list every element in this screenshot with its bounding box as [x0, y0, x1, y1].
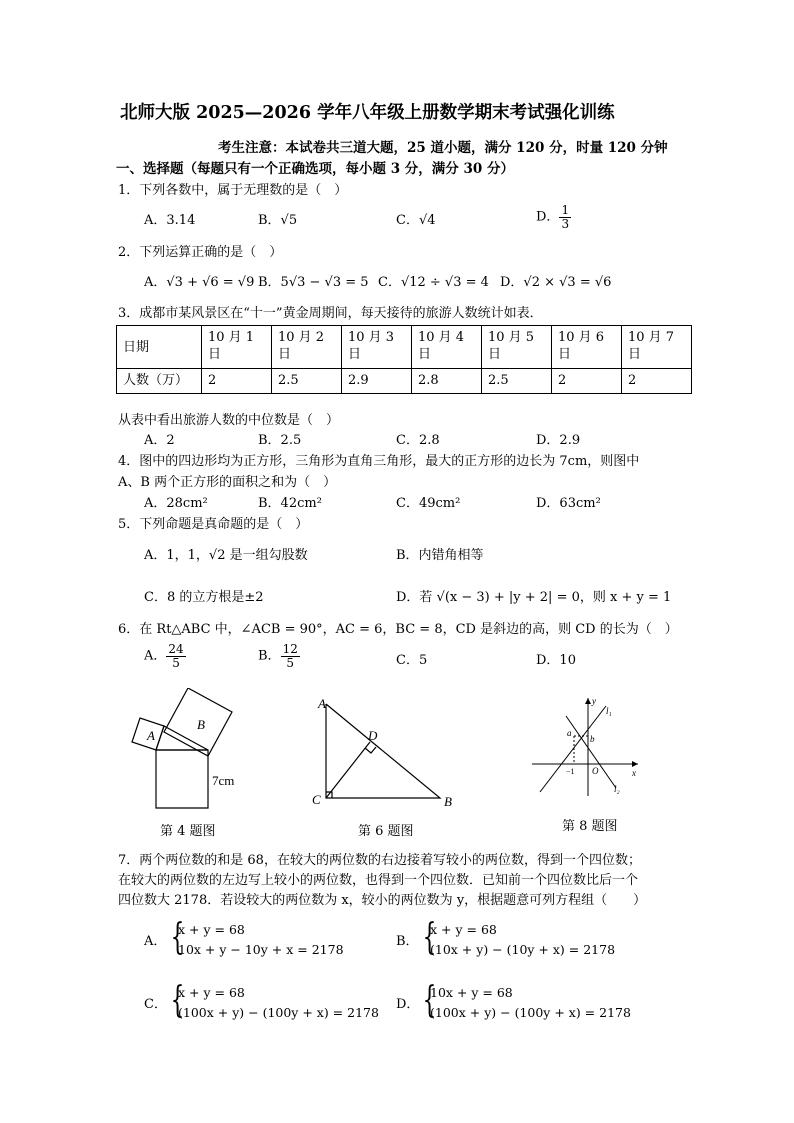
- figure-8-caption: 第 8 题图: [562, 819, 618, 834]
- right-angle-d: [365, 747, 376, 753]
- q7-option-c-brace: {: [170, 980, 185, 1021]
- q7-option-b-brace: {: [422, 917, 437, 958]
- tourist-table: [116, 325, 692, 394]
- figure-4: [124, 688, 254, 816]
- q2-stem: 2．下列运算正确的是（ ）: [118, 245, 283, 260]
- label-a: a: [567, 728, 572, 738]
- q3-option-a: A．2: [144, 433, 175, 448]
- table-cell: 2.9: [342, 369, 412, 394]
- q5-stem: 5．下列命题是真命题的是（ ）: [118, 517, 309, 532]
- q7-option-d-system: 10x + y = 68 (100x + y) − (100y + x) = 2178: [430, 985, 631, 1020]
- label-b: B: [197, 717, 205, 732]
- label-x: x: [632, 768, 636, 778]
- q7-stem-line3: 四位数大 2178．若设较大的两位数为 x，较小的两位数为 y，根据题意可列方程组（ ）: [118, 893, 647, 908]
- q7-option-d-brace: {: [422, 980, 437, 1021]
- table-cell: 10 月 6 日: [552, 326, 622, 369]
- label-side: 7cm: [212, 773, 235, 788]
- label-a: A: [318, 696, 326, 711]
- q7-option-c-system: x + y = 68 (100x + y) − (100y + x) = 2178: [178, 985, 379, 1020]
- q7-stem-line1: 7．两个两位数的和是 68，在较大的两位数的右边接着写较小的两位数，得到一个四位数；: [118, 853, 641, 868]
- label-b: B: [444, 794, 452, 809]
- figure-8: [526, 692, 646, 800]
- table-cell: 2.5: [482, 369, 552, 394]
- q2-option-c: C．√12 ÷ √3 = 4: [378, 275, 489, 290]
- table-cell: 10 月 4 日: [412, 326, 482, 369]
- q4-option-a: A．28cm²: [144, 496, 208, 511]
- q5-option-c: C．8 的立方根是±2: [144, 590, 264, 605]
- q6-option-d: D．10: [536, 653, 576, 668]
- q1-stem: 1．下列各数中，属于无理数的是（ ）: [118, 183, 348, 198]
- q5-option-b: B．内错角相等: [396, 548, 484, 563]
- table-cell: 日期: [117, 326, 202, 369]
- q1-option-d: D． $\frac{1}{3}$: [536, 203, 570, 231]
- table-cell: 10 月 5 日: [482, 326, 552, 369]
- triangle-abc: [326, 704, 440, 798]
- q2-option-b: B．5√3 − √3 = 5: [258, 275, 369, 290]
- q3-option-b: B．2.5: [258, 433, 302, 448]
- q7-option-a-label: A．: [144, 934, 167, 949]
- q7-stem-line2: 在较大的两位数的左边写上较小的两位数，也得到一个四位数．已知前一个四位数比后一个: [118, 873, 639, 888]
- table-cell: 2: [202, 369, 272, 394]
- table-row: [117, 369, 692, 394]
- line-l1: [540, 706, 606, 792]
- label-b: b: [590, 734, 595, 744]
- q1-option-c: C．√4: [396, 213, 436, 228]
- q3-option-d: D．2.9: [536, 433, 581, 448]
- figure-6: [308, 692, 468, 812]
- q4-option-c: C．49cm²: [396, 496, 461, 511]
- label-d: D: [368, 728, 378, 743]
- q7-option-a-system: x + y = 68 10x + y − 10y + x = 2178: [178, 922, 344, 957]
- q7-option-c-label: C．: [144, 997, 167, 1012]
- q5-option-a: A．1，1，√2 是一组勾股数: [144, 548, 308, 563]
- q1-option-b: B．√5: [258, 213, 298, 228]
- q7-option-b-label: B．: [396, 934, 419, 949]
- label-neg1: −1: [566, 767, 575, 776]
- label-l2: l₂: [614, 784, 620, 794]
- q7-option-a-brace: {: [170, 917, 185, 958]
- table-cell: 2.5: [272, 369, 342, 394]
- q4-option-b: B．42cm²: [258, 496, 322, 511]
- table-cell: 2.8: [412, 369, 482, 394]
- label-l1: l₁: [606, 706, 612, 716]
- y-arrow: [585, 698, 591, 704]
- q7-option-d-label: D．: [396, 997, 420, 1012]
- q3-question: 从表中看出旅游人数的中位数是（ ）: [118, 413, 340, 428]
- q3-stem: 3．成都市某风景区在“十一”黄金周期间，每天接待的旅游人数统计如表．: [118, 306, 543, 321]
- table-cell: 10 月 2 日: [272, 326, 342, 369]
- table-cell: 10 月 1 日: [202, 326, 272, 369]
- q6-option-b: B． $\frac{12}{5}$: [258, 642, 298, 670]
- table-row: [117, 326, 692, 369]
- label-origin: O: [592, 766, 599, 776]
- q4-stem-line2: A、B 两个正方形的面积之和为（ ）: [118, 475, 337, 490]
- q4-stem-line1: 4．图中的四边形均为正方形，三角形为直角三角形，最大的正方形的边长为 7cm，则图中: [118, 454, 640, 469]
- table-cell: 10 月 7 日: [622, 326, 692, 369]
- q7-option-b-system: x + y = 68 (10x + y) − (10y + x) = 2178: [430, 922, 616, 957]
- table-cell: 人数（万）: [117, 369, 202, 394]
- exam-title: 北师大版 2025—2026 学年八年级上册数学期末考试强化训练: [120, 103, 615, 123]
- q2-option-d: D．√2 × √3 = √6: [500, 275, 612, 290]
- q2-option-a: A．√3 + √6 = √9: [144, 275, 255, 290]
- q6-option-c: C．5: [396, 653, 428, 668]
- table-cell: 10 月 3 日: [342, 326, 412, 369]
- label-y: y: [592, 696, 596, 706]
- label-c: C: [312, 792, 321, 807]
- q3-option-c: C．2.8: [396, 433, 440, 448]
- figure-4-caption: 第 4 题图: [160, 824, 216, 839]
- q6-stem: 6．在 Rt△ABC 中，∠ACB = 90°，AC = 6，BC = 8，CD 是斜边的高，则 CD 的长为（ ）: [118, 622, 678, 637]
- x-arrow: [632, 761, 638, 767]
- figure-6-caption: 第 6 题图: [358, 824, 414, 839]
- q4-option-d: D．63cm²: [536, 496, 601, 511]
- q6-option-a: A． $\frac{24}{5}$: [144, 642, 184, 670]
- table-cell: 2: [622, 369, 692, 394]
- big-square: [156, 750, 208, 808]
- label-a: A: [147, 728, 155, 743]
- section-heading: 一、选择题（每题只有一个正确选项，每小题 3 分，满分 30 分）: [116, 161, 514, 177]
- exam-notice: 考生注意：本试卷共三道大题，25 道小题，满分 120 分，时量 120 分钟: [218, 140, 668, 156]
- q5-option-d: D．若 √(x − 3) + |y + 2| = 0，则 x + y = 1: [396, 590, 672, 605]
- table-cell: 2: [552, 369, 622, 394]
- q1-option-a: A．3.14: [144, 213, 196, 228]
- altitude-cd: [326, 742, 370, 798]
